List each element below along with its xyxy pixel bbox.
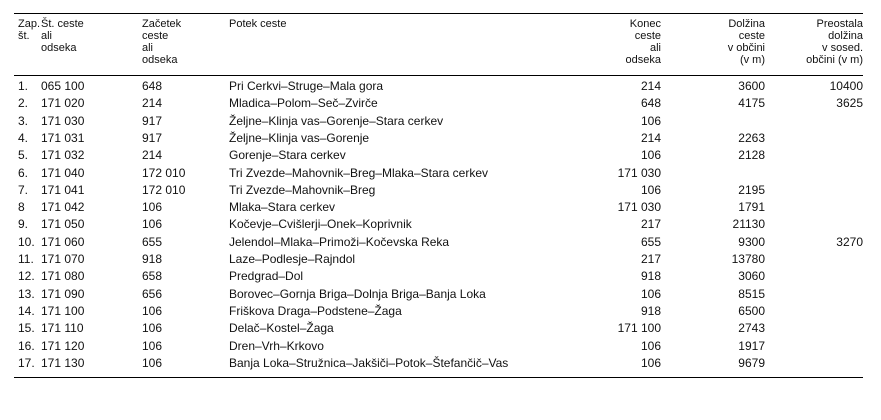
road-number-cell: 171 130 [41,355,85,370]
road-number-cell: 171 080 [41,269,85,284]
end-point-cell: 217 [640,252,661,266]
row-number-cell: 10. [18,234,35,249]
end-point-cell: 171 030 [617,165,661,180]
road-number-cell: 171 100 [41,303,85,318]
header-zacetek: Začetek ceste ali odseka [142,18,182,66]
table-row [14,165,863,182]
end-point-cell: 648 [640,96,661,111]
road-route-cell: Željne–Klinja vas–Gorenje–Stara cerkev [229,113,444,128]
length-in-municipality-cell: 2263 [738,130,765,145]
road-number-cell: 171 050 [41,217,85,232]
road-route-cell: Banja Loka–Stružnica–Jakšiči–Potok–Štefančič–Vas [229,355,509,370]
road-route-cell: Mladica–Polom–Seč–Zvirče [229,96,378,111]
road-route-cell: Kočevje–Cvišlerji–Onek–Koprivnik [229,217,412,232]
table-row [14,216,863,233]
length-in-municipality-cell: 2128 [738,148,765,163]
row-number-cell: 2. [18,96,29,111]
table-row [14,199,863,216]
row-number-cell: 15. [18,321,35,336]
road-number-cell: 171 110 [41,321,84,336]
road-number-cell: 171 020 [41,96,85,111]
row-number-cell: 7. [18,182,29,197]
start-point-cell: 656 [142,286,163,301]
road-route-cell: Borovec–Gornja Briga–Dolnja Briga–Banja Loka [229,286,486,301]
length-in-municipality-cell: 3600 [738,79,765,93]
table-row [14,95,863,112]
end-point-cell: 217 [640,217,661,232]
start-point-cell: 106 [142,338,163,353]
row-number-cell: 4. [18,130,29,145]
length-in-municipality-cell: 9300 [738,234,765,249]
header-konec: Konec ceste ali odseka [625,18,661,66]
start-point-cell: 106 [142,200,163,215]
end-point-cell: 918 [640,269,661,284]
road-number-cell: 171 041 [41,182,85,197]
start-point-cell: 106 [142,355,163,370]
road-number-cell: 171 120 [41,338,85,353]
end-point-cell: 171 030 [617,200,661,215]
start-point-cell: 655 [142,234,163,249]
end-point-cell: 106 [640,148,661,163]
row-number-cell: 12. [18,269,35,284]
table-row [14,268,863,285]
start-point-cell: 106 [142,217,163,232]
header-rule [14,75,863,76]
row-number-cell: 16. [18,338,35,353]
start-point-cell: 214 [142,96,163,111]
header-st-ceste: Št. ceste ali odseka [41,18,84,54]
row-number-cell: 11. [18,252,34,266]
road-number-cell: 171 070 [41,252,85,266]
road-route-cell: Tri Zvezde–Mahovnik–Breg–Mlaka–Stara cerkev [229,165,489,180]
end-point-cell: 106 [640,286,661,301]
end-point-cell: 655 [640,234,661,249]
table-top-rule [14,13,863,14]
length-in-municipality-cell: 3060 [738,269,765,284]
road-route-cell: Gorenje–Stara cerkev [229,148,346,163]
row-number-cell: 13. [18,286,35,301]
length-in-municipality-cell: 13780 [731,252,765,266]
table-row [14,130,863,147]
header-zap-st: Zap. št. [18,18,41,42]
length-in-municipality-cell: 9679 [738,355,765,370]
length-in-municipality-cell: 21130 [732,217,765,232]
row-number-cell: 5. [18,148,29,163]
road-route-cell: Laze–Podlesje–Rajndol [229,252,356,266]
end-point-cell: 171 100 [617,321,661,336]
table-row [14,78,863,95]
table-row [14,251,863,268]
end-point-cell: 106 [640,182,661,197]
road-route-cell: Mlaka–Stara cerkev [229,200,336,215]
start-point-cell: 106 [142,321,163,336]
road-route-cell: Pri Cerkvi–Struge–Mala gora [229,79,384,93]
road-number-cell: 171 060 [41,234,85,249]
table-row [14,147,863,164]
remaining-length-cell: 3625 [836,96,863,111]
length-in-municipality-cell: 1917 [738,338,765,353]
end-point-cell: 214 [640,130,661,145]
table-row [14,320,863,337]
table-row [14,355,863,372]
end-point-cell: 106 [640,355,661,370]
header-preostala: Preostala dolžina v sosed. občini (v m) [806,18,863,66]
table-bottom-rule [14,377,863,378]
start-point-cell: 917 [142,130,163,145]
start-point-cell: 172 010 [142,165,186,180]
remaining-length-cell: 10400 [829,79,863,93]
row-number-cell: 3. [18,113,29,128]
row-number-cell: 9. [18,217,29,232]
row-number-cell: 17. [18,355,35,370]
length-in-municipality-cell: 1791 [738,200,765,215]
row-number-cell: 1. [18,79,29,93]
road-number-cell: 065 100 [41,79,85,93]
length-in-municipality-cell: 8515 [738,286,765,301]
header-dolzina: Dolžina ceste v občini (v m) [727,18,765,66]
road-number-cell: 171 032 [41,148,85,163]
start-point-cell: 214 [142,148,163,163]
end-point-cell: 918 [640,303,661,318]
table-row [14,113,863,130]
header-potek: Potek ceste [229,18,287,30]
road-route-cell: Dren–Vrh–Krkovo [229,338,324,353]
start-point-cell: 658 [142,269,163,284]
row-number-cell: 14. [18,303,35,318]
row-number-cell: 6. [18,165,29,180]
road-route-cell: Friškova Draga–Podstene–Žaga [229,303,402,318]
road-number-cell: 171 040 [41,165,85,180]
row-number-cell: 8 [18,200,25,215]
end-point-cell: 106 [640,338,661,353]
road-number-cell: 171 090 [41,286,85,301]
length-in-municipality-cell: 4175 [738,96,765,111]
table-row [14,303,863,320]
road-number-cell: 171 042 [41,200,85,215]
start-point-cell: 648 [142,79,163,93]
road-number-cell: 171 030 [41,113,85,128]
start-point-cell: 917 [142,113,163,128]
road-route-cell: Delač–Kostel–Žaga [229,321,334,336]
length-in-municipality-cell: 2743 [738,321,765,336]
start-point-cell: 172 010 [142,182,186,197]
start-point-cell: 918 [142,252,163,266]
road-route-cell: Predgrad–Dol [229,269,304,284]
table-row [14,338,863,355]
road-number-cell: 171 031 [41,130,85,145]
table-row [14,286,863,303]
start-point-cell: 106 [142,303,163,318]
road-route-cell: Jelendol–Mlaka–Primoži–Kočevska Reka [229,234,450,249]
end-point-cell: 106 [640,113,661,128]
road-route-cell: Tri Zvezde–Mahovnik–Breg [229,182,376,197]
road-route-cell: Željne–Klinja vas–Gorenje [229,130,370,145]
length-in-municipality-cell: 6500 [738,303,765,318]
table-row [14,182,863,199]
length-in-municipality-cell: 2195 [738,182,765,197]
remaining-length-cell: 3270 [836,234,863,249]
end-point-cell: 214 [640,79,661,93]
table-row [14,234,863,251]
